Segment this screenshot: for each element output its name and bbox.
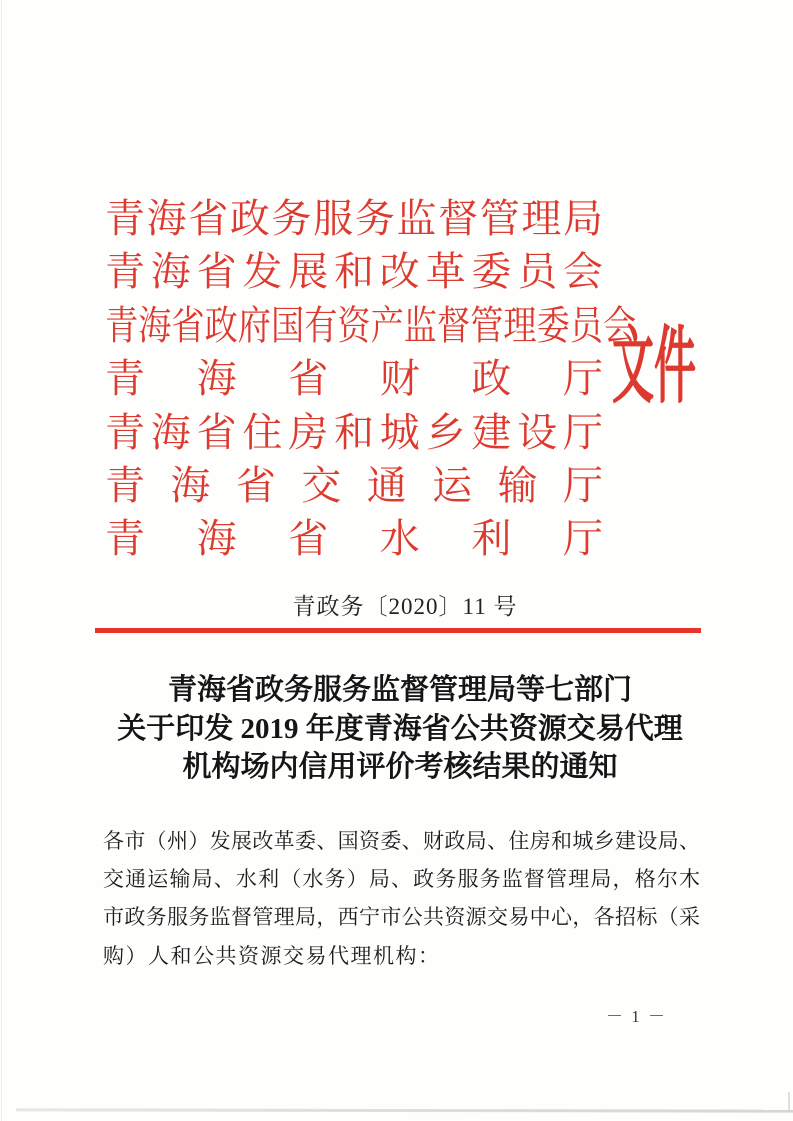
agency-name-line: 青海省住房和城乡建设厅: [105, 409, 603, 455]
document-title-line: 关于印发 2019 年度青海省公共资源交易代理: [117, 712, 683, 745]
document-title-line: 青海省政务服务监督管理局等七部门: [167, 674, 632, 706]
scan-edge-artifact: [1, 0, 2, 1121]
agency-name-line: 青海省水利厅: [105, 516, 603, 562]
wenjian-document-mark: 文件: [612, 321, 697, 414]
letterhead-agency-list: [105, 192, 637, 566]
document-title: [95, 671, 705, 787]
agency-name-line: 青海省交通运输厅: [105, 462, 603, 508]
scan-edge-artifact: [788, 1092, 790, 1110]
salutation-line: 购）人和公共资源交易代理机构：: [103, 943, 441, 968]
agency-name-line: 青海省财政厅: [105, 356, 603, 402]
document-title-line: 机构场内信用评价考核结果的通知: [182, 751, 618, 783]
agency-name-line: 青海省发展和改革委员会: [105, 249, 603, 295]
red-separator-rule: [95, 628, 701, 633]
agency-name-line: 青海省政府国有资产监督管理委员会: [105, 302, 637, 348]
page-number: － 1 －: [606, 1007, 667, 1026]
salutation-line: 市政务服务监督管理局，西宁市公共资源交易中心，各招标（采: [103, 905, 700, 930]
agency-name-line: 青海省政务服务监督管理局: [105, 196, 603, 241]
salutation-line: 交通运输局、水利（水务）局、政务服务监督管理局，格尔木: [103, 867, 700, 892]
scan-edge-artifact: [16, 1108, 793, 1112]
salutation-paragraph: [103, 822, 700, 975]
document-reference-number: 青政务〔2020〕11 号: [292, 594, 518, 619]
salutation-line: 各市（州）发展改革委、国资委、财政局、住房和城乡建设局、: [103, 829, 700, 853]
